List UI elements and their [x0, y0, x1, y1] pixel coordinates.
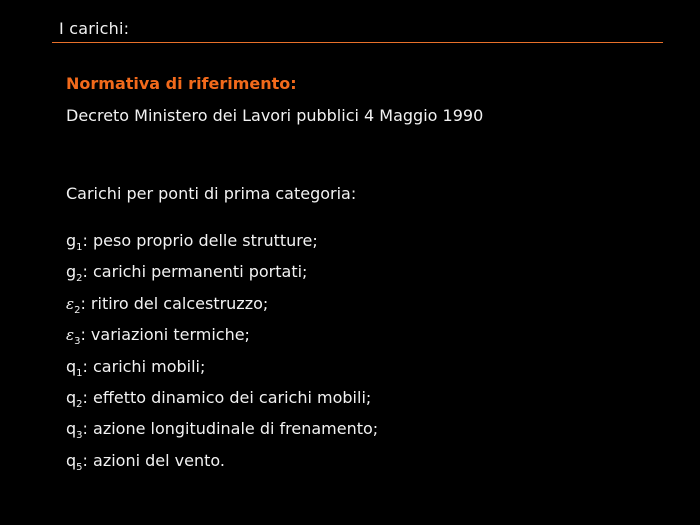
section-title: Normativa di riferimento: — [66, 74, 297, 93]
load-symbol: ε — [66, 326, 75, 345]
load-subscript: 1 — [76, 367, 83, 379]
load-subscript: 2 — [76, 273, 83, 285]
list-item — [66, 450, 378, 481]
title-divider — [52, 42, 663, 43]
load-description: : carichi mobili; — [82, 356, 206, 376]
load-category-intro: Carichi per ponti di prima categoria: — [66, 184, 357, 203]
load-subscript: 2 — [74, 304, 81, 316]
load-symbol: q — [66, 387, 77, 407]
load-symbol: q — [66, 450, 77, 470]
list-item — [66, 387, 378, 418]
load-subscript: 3 — [74, 336, 81, 348]
load-symbol: g — [66, 231, 77, 250]
load-subscript: 3 — [76, 430, 83, 442]
list-item — [66, 293, 378, 324]
load-description: : peso proprio delle strutture; — [82, 231, 318, 250]
load-subscript: 2 — [76, 398, 83, 410]
reference-decree: Decreto Ministero dei Lavori pubblici 4 Maggio 1990 — [66, 106, 484, 125]
load-list — [66, 230, 378, 481]
load-description: : effetto dinamico dei carichi mobili; — [82, 387, 372, 407]
load-description: : azioni del vento. — [82, 450, 225, 470]
load-symbol: q — [66, 419, 77, 439]
load-subscript: 1 — [76, 242, 83, 253]
load-description: : ritiro del calcestruzzo; — [80, 293, 269, 313]
load-description: : azione longitudinale di frenamento; — [82, 419, 379, 439]
load-subscript: 5 — [76, 461, 83, 473]
list-item — [66, 230, 378, 261]
list-item — [66, 418, 378, 449]
load-symbol: g — [66, 262, 77, 282]
load-symbol: q — [66, 356, 77, 376]
load-description: : carichi permanenti portati; — [82, 262, 308, 282]
list-item — [66, 261, 378, 292]
load-description: : variazioni termiche; — [80, 325, 250, 345]
list-item — [66, 356, 378, 387]
slide-title: I carichi: — [59, 19, 130, 38]
list-item — [66, 324, 378, 355]
load-symbol: ε — [66, 294, 75, 313]
